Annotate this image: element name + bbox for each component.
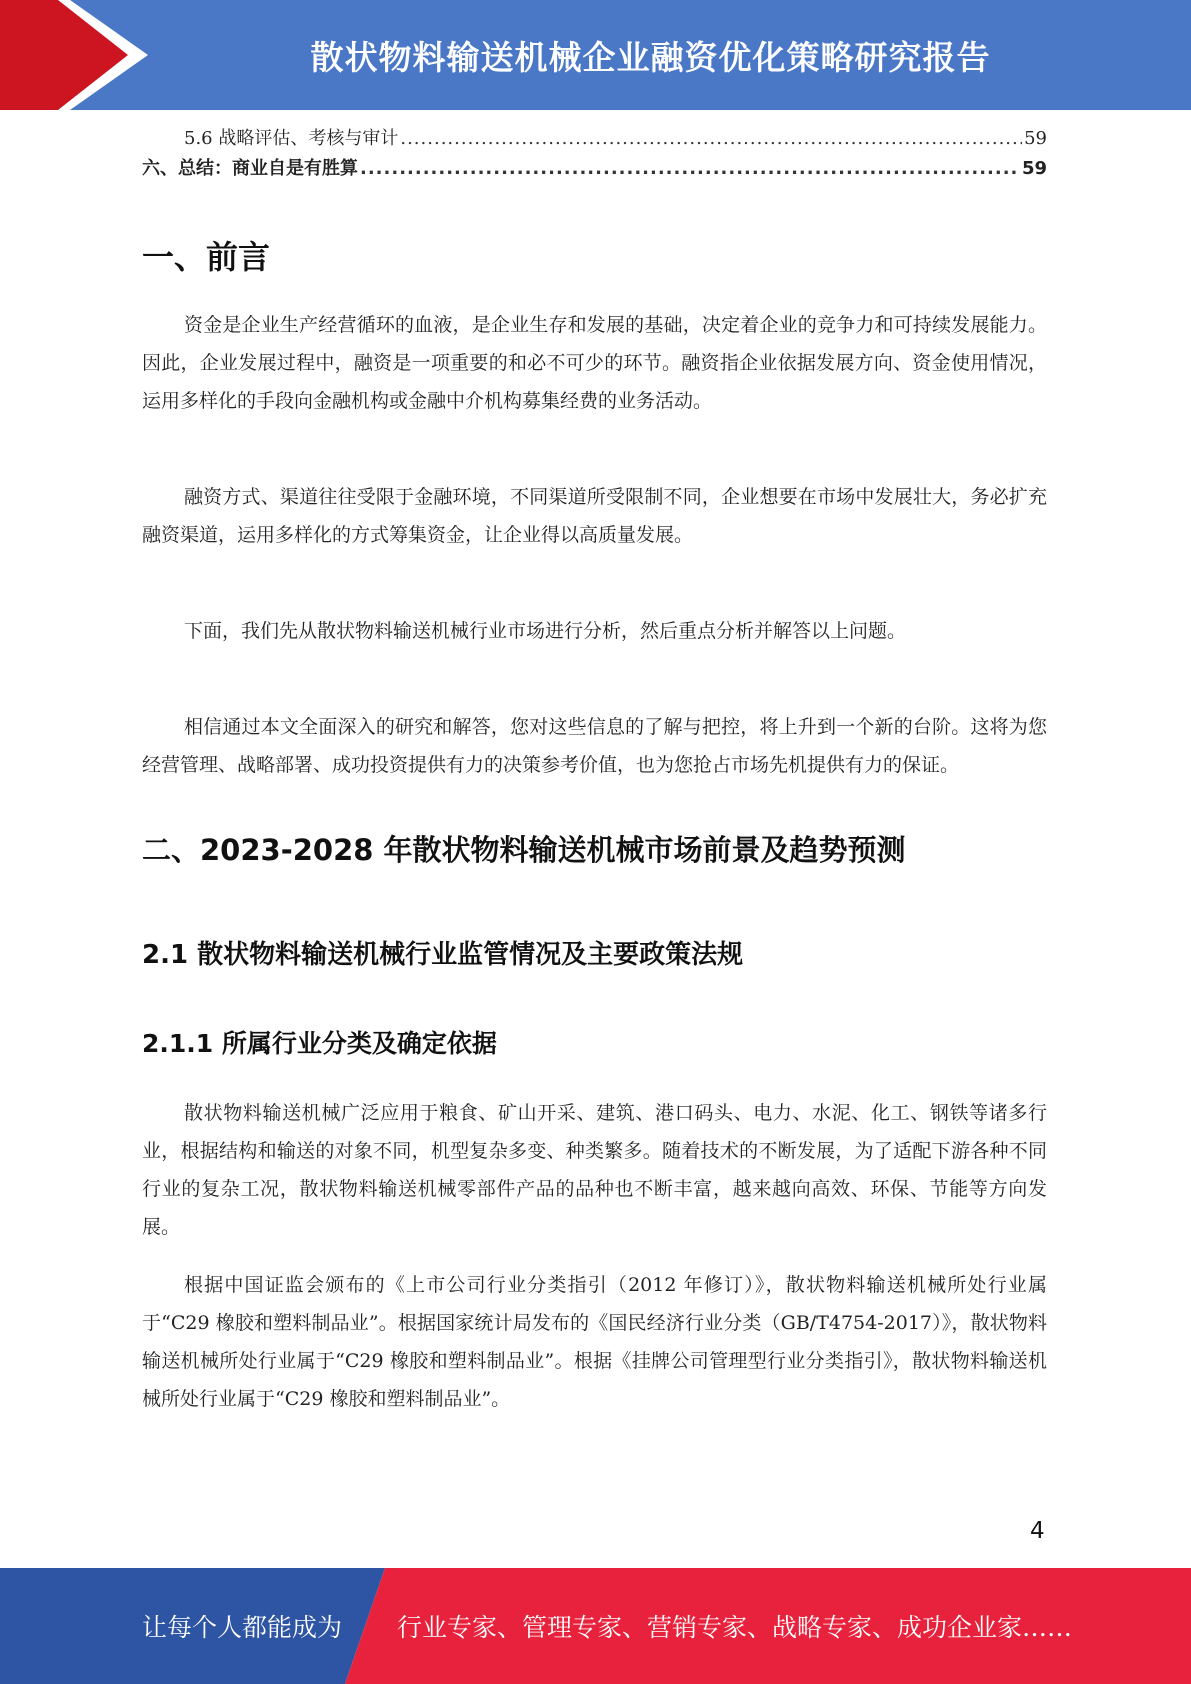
paragraph: 资金是企业生产经营循环的血液，是企业生存和发展的基础，决定着企业的竞争力和可持续发展能力。因此，企业发展过程中，融资是一项重要的和必不可少的环节。融资指企业依据发展方向、资金使用情况，运用多样化的手段向金融机构或金融中介机构募集经费的业务活动。 xyxy=(142,314,1047,412)
toc-leader-dots xyxy=(400,124,1022,154)
toc-entry-page: 59 xyxy=(1024,128,1047,149)
toc-entry[interactable] xyxy=(142,154,1047,184)
page-content xyxy=(142,124,1047,1410)
footer-slogan-right: 行业专家、管理专家、营销专家、战略专家、成功企业家…… xyxy=(397,1613,1073,1642)
toc-leader-dots xyxy=(360,154,1020,184)
paragraph: 根据中国证监会颁布的《上市公司行业分类指引（2012 年修订）》，散状物料输送机械所处行业属于“C29 橡胶和塑料制品业”。根据国家统计局发布的《国民经济行业分类（GB/T4754-2017）》，散状物料输送机械所处行业属于“C29 橡胶和塑料制品业”。根据《挂牌公司管理型行业分类指引》，散状物料输送机械所处行业属于“C29 橡胶和塑料制品业”。 xyxy=(142,1274,1047,1410)
chapter-heading: 二、2023-2028 年散状物料输送机械市场前景及趋势预测 xyxy=(142,833,906,867)
section-heading-2-1-1: 2.1.1 所属行业分类及确定依据 xyxy=(142,1029,497,1058)
header-chevron-logo xyxy=(0,0,150,110)
footer-banner xyxy=(0,1568,1191,1684)
header-bar xyxy=(0,0,1191,110)
footer-slogan-left: 让每个人都能成为 xyxy=(142,1613,343,1642)
paragraph: 下面，我们先从散状物料输送机械行业市场进行分析，然后重点分析并解答以上问题。 xyxy=(184,620,907,642)
page-number: 4 xyxy=(1030,1518,1045,1544)
section-heading-preface: 一、前言 xyxy=(142,238,271,276)
section-heading-2-1: 2.1 散状物料输送机械行业监管情况及主要政策法规 xyxy=(142,940,744,970)
paragraph: 相信通过本文全面深入的研究和解答，您对这些信息的了解与把控，将上升到一个新的台阶。这将为您经营管理、战略部署、成功投资提供有力的决策参考价值，也为您抢占市场先机提供有力的保证。 xyxy=(142,716,1047,776)
toc-entry-page: 59 xyxy=(1021,158,1047,179)
toc-entry-label: 5.6 战略评估、考核与审计 xyxy=(184,128,399,149)
toc-entry-label: 六、总结：商业自是有胜算 xyxy=(142,158,358,179)
paragraph: 融资方式、渠道往往受限于金融环境，不同渠道所受限制不同，企业想要在市场中发展壮大，务必扩充融资渠道，运用多样化的方式筹集资金，让企业得以高质量发展。 xyxy=(142,486,1047,546)
paragraph: 散状物料输送机械广泛应用于粮食、矿山开采、建筑、港口码头、电力、水泥、化工、钢铁等诸多行业，根据结构和输送的对象不同，机型复杂多变、种类繁多。随着技术的不断发展，为了适配下游各种不同行业的复杂工况，散状物料输送机械零部件产品的品种也不断丰富，越来越向高效、环保、节能等方向发展。 xyxy=(142,1102,1047,1238)
toc-entry[interactable] xyxy=(142,124,1047,154)
report-title: 散状物料输送机械企业融资优化策略研究报告 xyxy=(310,37,991,77)
